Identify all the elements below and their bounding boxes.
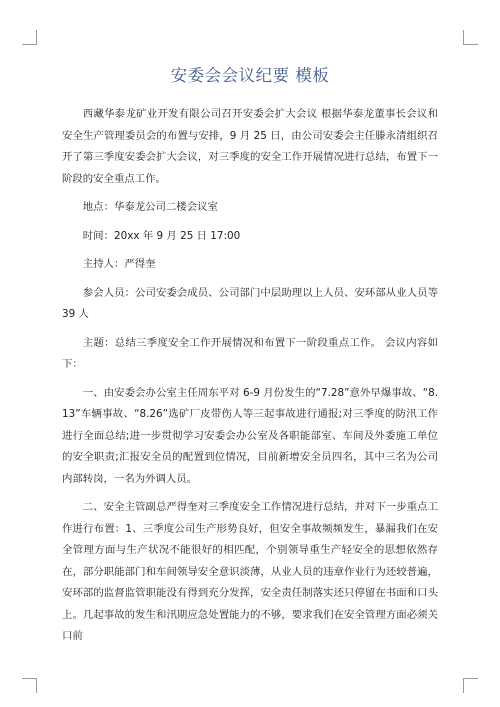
crop-mark-top-right — [463, 30, 478, 45]
document-page — [62, 62, 438, 655]
crop-mark-bottom-left — [22, 678, 37, 693]
paragraph-attendees: 参会人员：公司安委会成员、公司部门中层助理以上人员、安环部从业人员等 39 人 — [62, 286, 438, 320]
crop-mark-top-left — [22, 30, 37, 45]
paragraph-host: 主持人：严得奎 — [82, 258, 156, 270]
crop-mark-bottom-right — [463, 678, 478, 693]
paragraph-intro: 西藏华泰龙矿业开发有限公司召开安委会扩大会议 根据华泰龙董事长会议和安全生产管理委员会的布置与安排，9 月 25 日，由公司安委会主任滕永清组织召开了第三季度安委会扩大会议，对三季度的安全工作开展情况进行总结，布置下一阶段的安全重点工作。 — [62, 108, 438, 185]
paragraph-time: 时间：20xx 年 9 月 25 日 17:00 — [82, 229, 241, 242]
paragraph-item-1: 一、由安委会办公室主任周东平对 6-9 月份发生的“7.28”意外早爆事故、“8.13”车辆事故、“8.26”选矿厂皮带伤人等三起事故进行通报;对三季度的防汛工作进行全面总结;进一步贯彻学习安委会办公室及各职能部室、车间及外委施工单位的安全职责;汇报安全员的配置到位情况，目前新增安全员四名，其中三名为公司内部转岗，一名为外调人员。 — [62, 386, 438, 485]
paragraph-topic: 主题：总结三季度安全工作开展情况和布置下一阶段重点工作。 会议内容如下： — [62, 336, 438, 370]
document-title: 安委会会议纪要 模板 — [170, 66, 330, 85]
paragraph-location: 地点：华泰龙公司二楼会议室 — [82, 201, 218, 213]
paragraph-item-2: 二、安全主管副总严得奎对三季度安全工作情况进行总结，并对下一步重点工作进行布置：1、三季度公司生产形势良好，但安全事故频频发生，暴漏我们在安全管理方面与生产状况不能很好的相匹配，个别领导重生产轻安全的思想依然存在，部分职能部门和车间领导安全意识淡薄，从业人员的违章作业行为还较普遍，安环部的监督监管职能没有得到充分发挥，安全责任制落实还只停留在书面和口头上。几起事故的发生和汛期应急处置能力的不够，要求我们在安全管理方面必须关口前 — [62, 501, 438, 642]
